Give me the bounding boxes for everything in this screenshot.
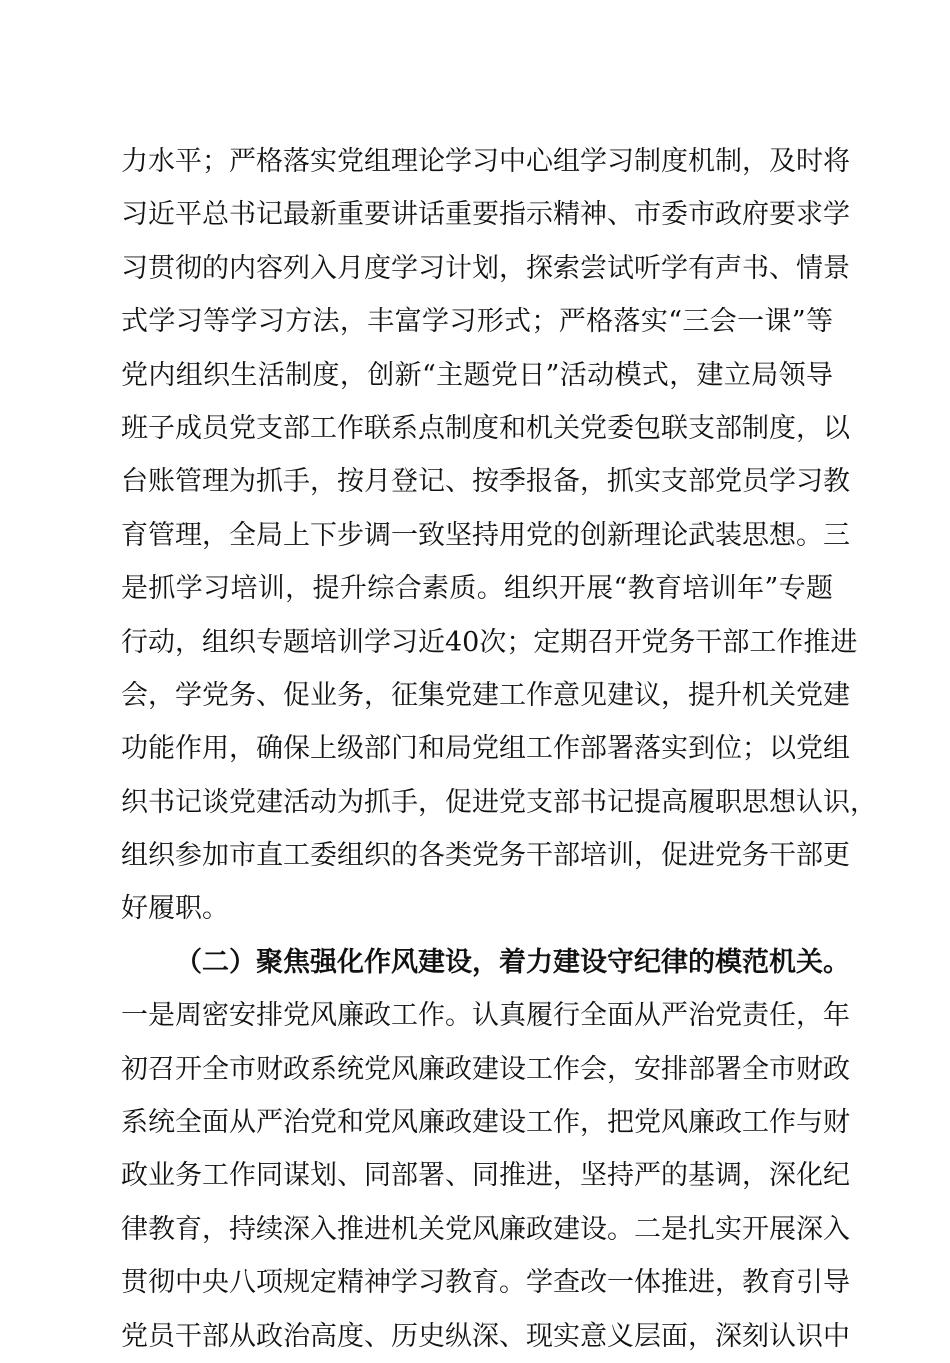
text-line: 一是周密安排党风廉政工作。认真履行全面从严治党责任，年 [121, 1000, 850, 1032]
text-line: 政业务工作同谋划、同部署、同推进，坚持严的基调，深化纪 [121, 1160, 850, 1192]
text-line: 台账管理为抓手，按月登记、按季报备，抓实支部党员学习教 [121, 466, 850, 498]
text-line: 班子成员党支部工作联系点制度和机关党委包联支部制度，以 [121, 412, 850, 444]
text-line: 织书记谈党建活动为抓手，促进党支部书记提高履职思想认识， [121, 786, 877, 818]
text-line: 好履职。 [121, 893, 229, 925]
text-line: 会，学党务、促业务，征集党建工作意见建议，提升机关党建 [121, 679, 850, 711]
text-line: 贯彻中央八项规定精神学习教育。学查改一体推进，教育引导 [121, 1267, 850, 1299]
text-line: 初召开全市财政系统党风廉政建设工作会，安排部署全市财政 [121, 1053, 850, 1085]
text-line: 行动，组织专题培训学习近40次；定期召开党务干部工作推进 [121, 626, 858, 658]
text-line: 习近平总书记最新重要讲话重要指示精神、市委市政府要求学 [121, 199, 850, 231]
text-line: 力水平；严格落实党组理论学习中心组学习制度机制，及时将 [121, 146, 850, 177]
text-line: 式学习等学习方法，丰富学习形式；严格落实“三会一课”等 [121, 306, 833, 338]
text-line: 组织参加市直工委组织的各类党务干部培训，促进党务干部更 [121, 840, 850, 872]
text-line: 育管理，全局上下步调一致坚持用党的创新理论武装思想。三 [121, 519, 850, 551]
section-heading: （二）聚焦强化作风建设，着力建设守纪律的模范机关。 [175, 946, 850, 978]
text-line: 党员干部从政治高度、历史纵深、现实意义层面，深刻认识中 [121, 1320, 850, 1352]
text-line: 律教育，持续深入推进机关党风廉政建设。二是扎实开展深入 [121, 1213, 850, 1245]
text-line: 习贯彻的内容列入月度学习计划，探索尝试听学有声书、情景 [121, 252, 850, 284]
text-line: 是抓学习培训，提升综合素质。组织开展“教育培训年”专题 [121, 573, 833, 605]
text-line: 功能作用，确保上级部门和局党组工作部署落实到位；以党组 [121, 733, 850, 765]
text-line: 党内组织生活制度，创新“主题党日”活动模式，建立局领导 [121, 359, 833, 391]
document-body [121, 135, 877, 1363]
text-line: 系统全面从严治党和党风廉政建设工作，把党风廉政工作与财 [121, 1107, 850, 1139]
